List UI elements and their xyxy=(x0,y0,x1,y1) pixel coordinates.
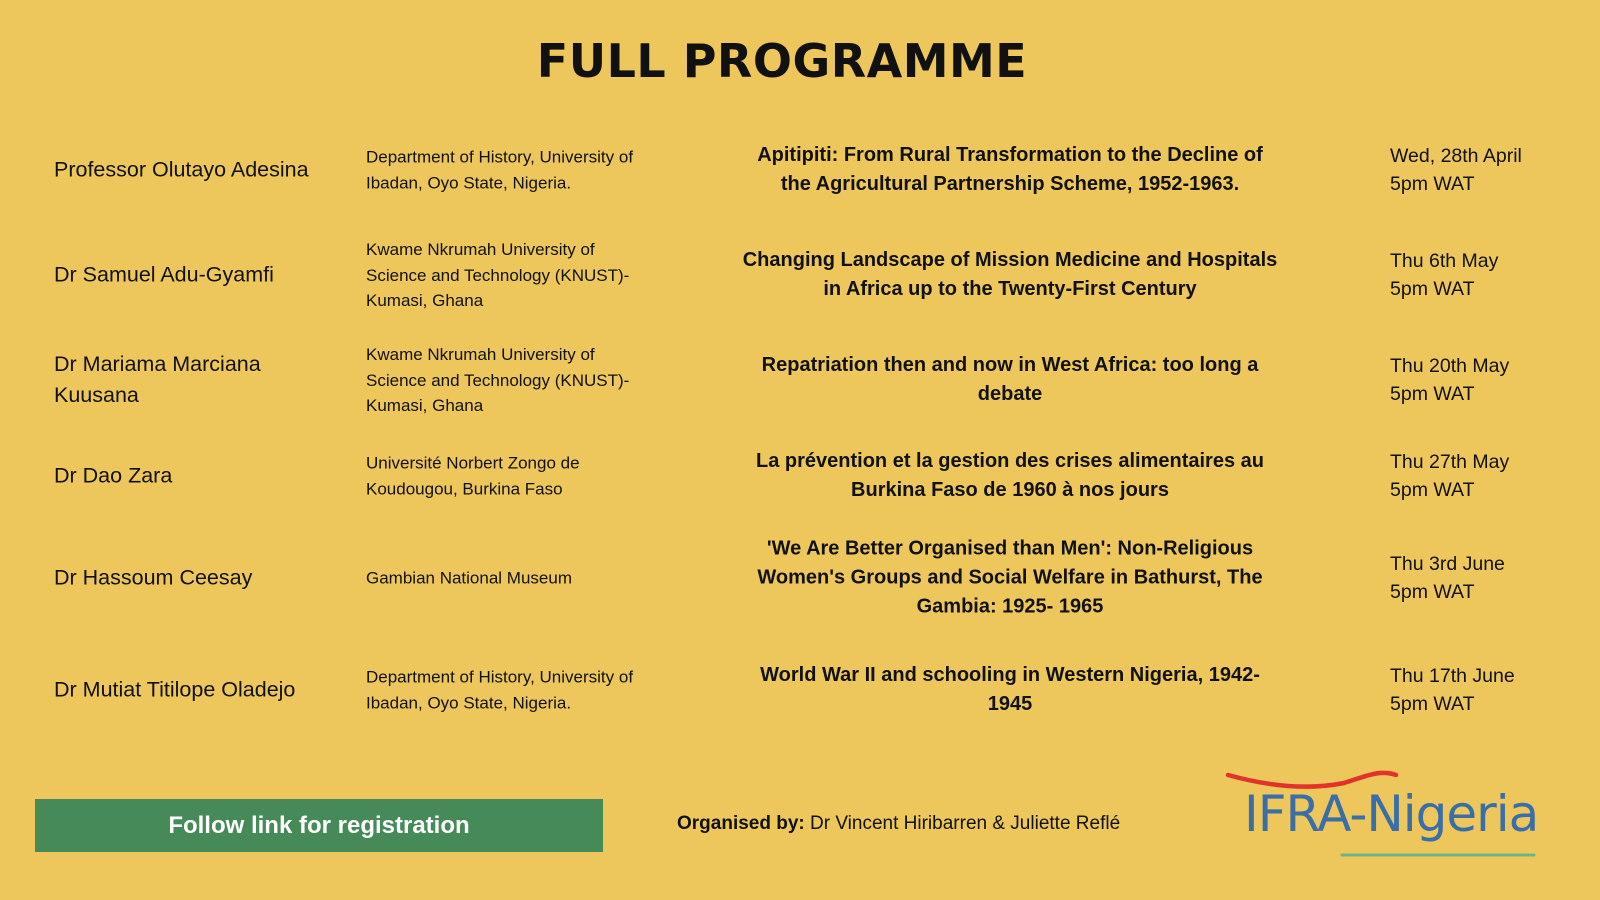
speaker-name: Professor Olutayo Adesina xyxy=(54,157,309,182)
programme-row xyxy=(0,638,1600,742)
speaker-affiliation: Department of History, University of Ibadan, Oyo State, Nigeria. xyxy=(366,147,634,192)
speaker-affiliation: Department of History, University of Ibadan, Oyo State, Nigeria. xyxy=(366,667,634,712)
talk-title: Apitipiti: From Rural Transformation to the Decline of the Agricultural Partnership Scheme, 1952-1963. xyxy=(757,144,1263,195)
organisers-credit xyxy=(677,813,1120,835)
speaker-affiliation: Kwame Nkrumah University of Science and Technology (KNUST)-Kumasi, Ghana xyxy=(366,344,630,415)
speaker-affiliation: Gambian National Museum xyxy=(366,568,572,588)
speaker-name: Dr Samuel Adu-Gyamfi xyxy=(54,262,274,287)
registration-button[interactable]: Follow link for registration xyxy=(35,799,603,852)
programme-row xyxy=(0,118,1600,222)
speaker-name: Dr Mariama Marciana Kuusana xyxy=(54,352,261,407)
talk-date: Thu 17th June 5pm WAT xyxy=(1390,665,1515,715)
talk-title: Repatriation then and now in West Africa: too long a debate xyxy=(761,354,1259,405)
speaker-affiliation: Université Norbert Zongo de Koudougou, Burkina Faso xyxy=(366,453,580,498)
page-title: FULL PROGRAMME xyxy=(536,34,1028,88)
programme-row xyxy=(0,526,1600,630)
ifra-nigeria-logo xyxy=(1224,767,1544,863)
talk-date: Thu 20th May 5pm WAT xyxy=(1390,355,1510,405)
talk-date: Wed, 28th April 5pm WAT xyxy=(1390,145,1522,195)
talk-title: Changing Landscape of Mission Medicine and Hospitals in Africa up to the Twenty-First Century xyxy=(742,249,1278,300)
speaker-name: Dr Hassoum Ceesay xyxy=(54,565,253,590)
talk-title: 'We Are Better Organised than Men': Non-Religious Women's Groups and Social Welfare in Bathurst, The Gambia: 1925- 1965 xyxy=(757,537,1263,618)
logo-text: IFRA-Nigeria xyxy=(1244,785,1539,843)
talk-title: World War II and schooling in Western Nigeria, 1942-1945 xyxy=(760,664,1260,715)
programme-row xyxy=(0,223,1600,327)
talk-date: Thu 6th May 5pm WAT xyxy=(1390,250,1499,300)
speaker-affiliation: Kwame Nkrumah University of Science and Technology (KNUST)-Kumasi, Ghana xyxy=(366,239,630,310)
talk-date: Thu 3rd June 5pm WAT xyxy=(1390,553,1505,603)
organiser-names: Dr Vincent Hiribarren & Juliette Reflé xyxy=(804,813,1121,834)
programme-row xyxy=(0,436,1600,516)
talk-date: Thu 27th May 5pm WAT xyxy=(1390,451,1510,501)
programme-row xyxy=(0,328,1600,432)
speaker-name: Dr Mutiat Titilope Oladejo xyxy=(54,677,296,702)
organised-by-label: Organised by: xyxy=(677,813,805,834)
speaker-name: Dr Dao Zara xyxy=(54,463,173,488)
talk-title: La prévention et la gestion des crises alimentaires au Burkina Faso de 1960 à nos jours xyxy=(756,450,1264,501)
